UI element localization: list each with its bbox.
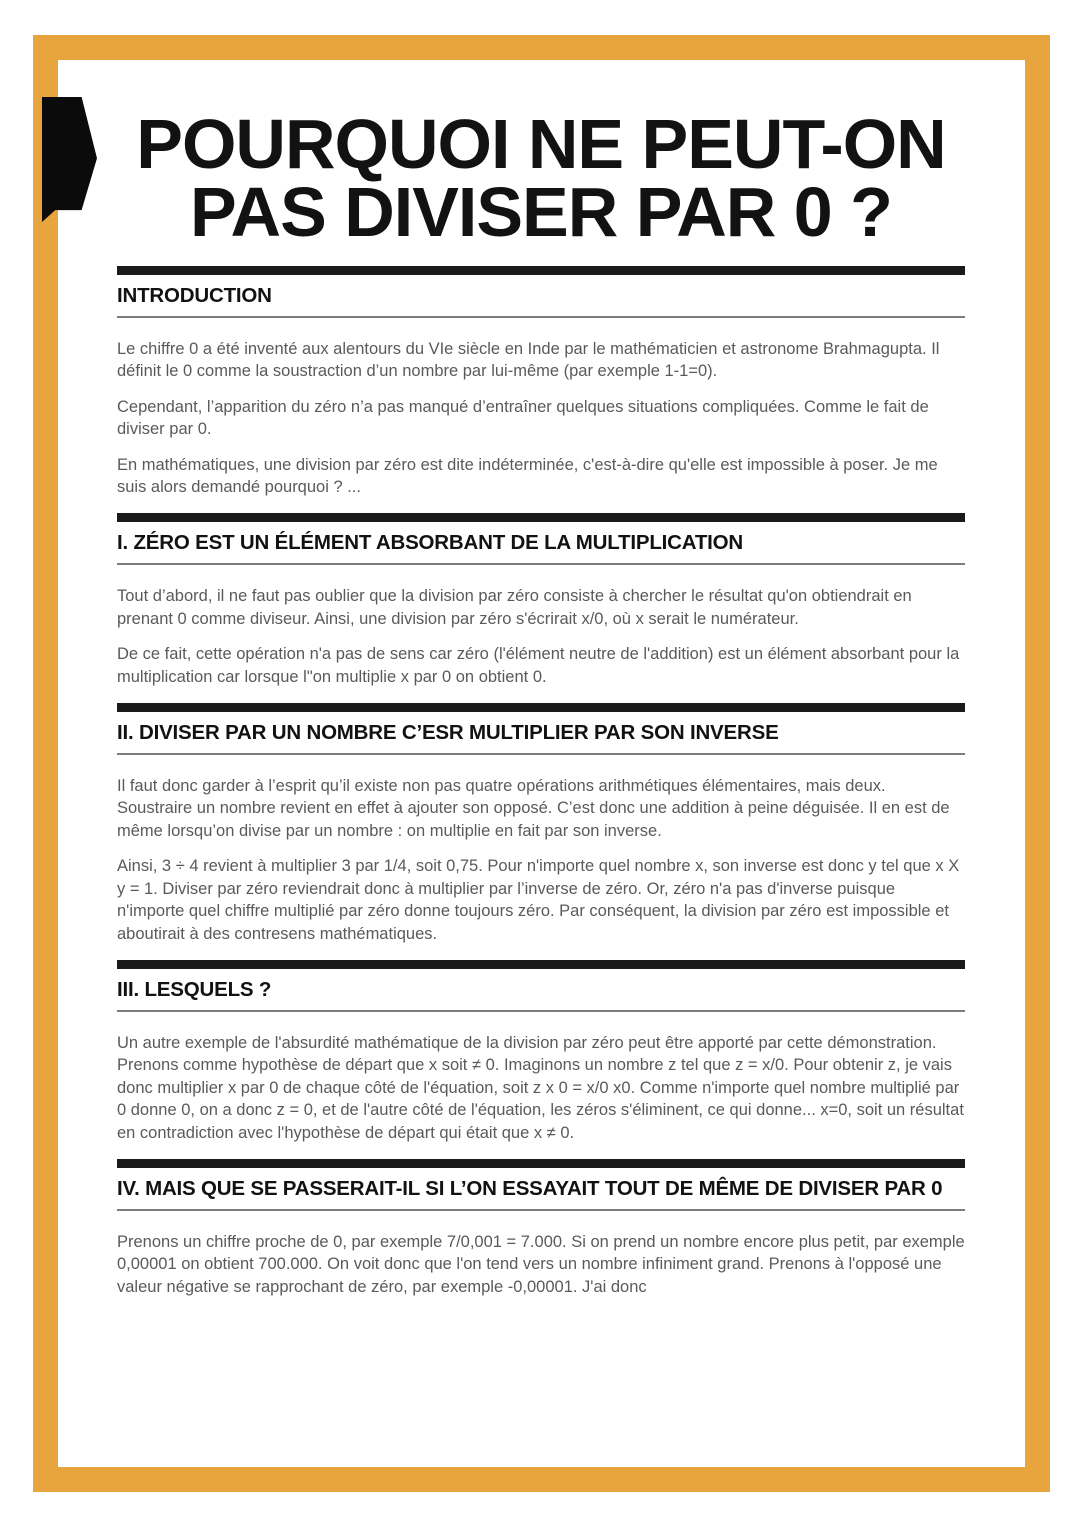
paragraph: En mathématiques, une division par zéro est dite indéterminée, c'est-à-dire qu'elle est impossible à poser. Je me suis alors demandé pourquoi ? ... bbox=[117, 455, 938, 497]
paragraph: Ainsi, 3 ÷ 4 revient à multiplier 3 par 1/4, soit 0,75. Pour n'importe quel nombre x, son inverse est donc y tel que x X y = 1. Diviser par zéro reviendrait donc à multiplier par l’inverse de zéro. Or, zéro n'a pas d'inverse puisque n'importe quel chiffre multiplié par zéro donne toujours zéro. Par conséquent, la division par zéro est impossible et aboutirait à des contresens mathématiques. bbox=[117, 857, 960, 943]
section bbox=[117, 960, 965, 1144]
section-top-bar bbox=[117, 513, 965, 522]
heading-rule bbox=[117, 316, 965, 318]
section-heading: IV. MAIS QUE SE PASSERAIT-IL SI L’ON ESSAYAIT TOUT DE MÊME DE DIVISER PAR 0 bbox=[117, 1176, 943, 1200]
paragraph: Prenons un chiffre proche de 0, par exemple 7/0,001 = 7.000. Si on prend un nombre encore plus petit, par exemple 0,00001 on obtient 700.000. On voit donc que l'on tend vers un nombre infiniment grand. Prenons à l'opposé une valeur négative se rapprochant de zéro, par exemple -0,00001. J'ai donc bbox=[117, 1232, 965, 1296]
section-paragraphs bbox=[117, 1231, 965, 1298]
page-frame bbox=[33, 35, 1050, 1492]
section-paragraphs bbox=[117, 1032, 965, 1144]
heading-rule bbox=[117, 1209, 965, 1211]
paragraph: Il faut donc garder à l’esprit qu’il existe non pas quatre opérations arithmétiques élémentaires, mais deux. Soustraire un nombre revient en effet à ajouter son opposé. C’est donc une addition à peine déguisée. Il en est de même lorsqu’on divise par un nombre : on multiplie en fait par son inverse. bbox=[117, 777, 950, 840]
paragraph: Tout d’abord, il ne faut pas oublier que la division par zéro consiste à chercher le résultat qu'on obtiendrait en prenant 0 comme diviseur. Ainsi, une division par zéro s'écrirait x/0, où x serait le numérateur. bbox=[117, 587, 912, 628]
title-line: POURQUOI NE PEUT-ON bbox=[136, 105, 946, 183]
section bbox=[117, 1159, 965, 1298]
section-top-bar bbox=[117, 703, 965, 712]
section-paragraphs bbox=[117, 338, 965, 498]
section-heading: II. DIVISER PAR UN NOMBRE C’ESR MULTIPLIER PAR SON INVERSE bbox=[117, 721, 779, 745]
paragraph: Cependant, l’apparition du zéro n’a pas manqué d’entraîner quelques situations compliquées. Comme le fait de diviser par 0. bbox=[117, 397, 929, 439]
title-line: PAS DIVISER PAR 0 ? bbox=[190, 173, 892, 251]
paragraph: De ce fait, cette opération n'a pas de sens car zéro (l'élément neutre de l'addition) est un élément absorbant pour la multiplication car lorsque l"on multiplie x par 0 on obtient 0. bbox=[117, 645, 960, 686]
heading-rule bbox=[117, 1010, 965, 1012]
sections bbox=[117, 266, 965, 1298]
section-paragraphs bbox=[117, 775, 965, 945]
page-content bbox=[58, 60, 1025, 1467]
section-top-bar bbox=[117, 266, 965, 275]
heading-rule bbox=[117, 563, 965, 565]
section-top-bar bbox=[117, 1159, 965, 1168]
section-heading: III. LESQUELS ? bbox=[117, 977, 272, 1001]
page-title bbox=[117, 105, 965, 251]
section-heading: INTRODUCTION bbox=[117, 284, 272, 307]
section bbox=[117, 703, 965, 945]
heading-rule bbox=[117, 753, 965, 755]
section bbox=[117, 266, 965, 498]
paragraph: Un autre exemple de l'absurdité mathématique de la division par zéro peut être apporté par cette démonstration. Prenons comme hypothèse de départ que x soit ≠ 0. Imaginons un nombre z tel que z = x/0. Pour obtenir z, je vais donc multiplier x par 0 de chaque côté de l'équation, soit z x 0 = x/0 x0. Comme n'importe quel nombre multiplié par 0 donne 0, on a donc z = 0, et de l'autre côté de l'équation, les zéros s'éliminent, ce qui donne... x=0, soit un résultat en contradiction avec l'hypothèse de départ qui était que x ≠ 0. bbox=[117, 1033, 964, 1142]
section-top-bar bbox=[117, 960, 965, 969]
section-heading: I. ZÉRO EST UN ÉLÉMENT ABSORBANT DE LA MULTIPLICATION bbox=[117, 531, 744, 555]
paragraph: Le chiffre 0 a été inventé aux alentours du VIe siècle en Inde par le mathématicien et astronome Brahmagupta. Il définit le 0 comme la soustraction d’un nombre par lui-même (par exemple 1-1=0). bbox=[117, 340, 940, 381]
section-paragraphs bbox=[117, 585, 965, 688]
section bbox=[117, 513, 965, 688]
